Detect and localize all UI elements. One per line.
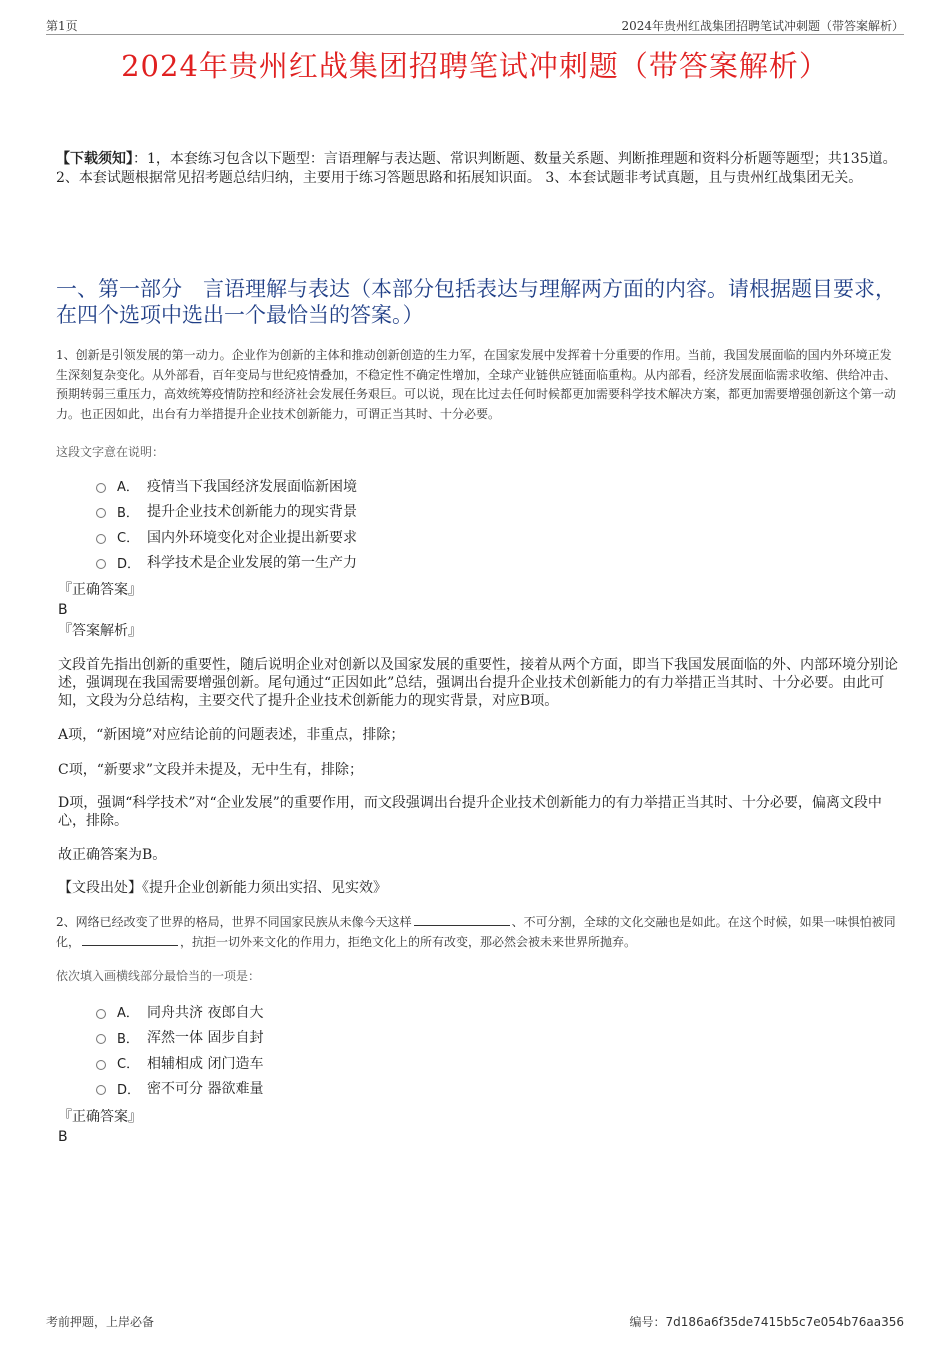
answer-value: B	[58, 602, 68, 618]
answer-value: B	[58, 1129, 68, 1145]
option-text: 疫情当下我国经济发展面临新困境	[147, 478, 357, 495]
radio-button[interactable]	[96, 534, 106, 544]
radio-button[interactable]	[96, 1085, 106, 1095]
option-d[interactable]: D． 科学技术是企业发展的第一生产力	[96, 550, 357, 576]
option-text: 浑然一体 固步自封	[147, 1030, 264, 1047]
option-c[interactable]: C． 相辅相成 闭门造车	[96, 1050, 263, 1076]
source-citation: 【文段出处】《提升企业创新能力须出实招、见实效》	[58, 880, 387, 896]
radio-button[interactable]	[96, 1034, 106, 1044]
option-text: 相辅相成 闭门造车	[147, 1055, 264, 1072]
radio-button[interactable]	[96, 483, 106, 493]
analysis-label: 『答案解析』	[58, 623, 142, 639]
footer-slogan: 考前押题，上岸必备	[46, 1315, 155, 1329]
option-a[interactable]: A． 疫情当下我国经济发展面临新困境	[96, 473, 357, 499]
footer-code: 编号：7d186a6f35de7415b5c7e054b76aa356	[629, 1315, 904, 1329]
option-text: 同舟共济 夜郎自大	[147, 1004, 264, 1021]
question-1-prompt: 这段文字意在说明：	[56, 445, 165, 459]
analysis-paragraph: D项，强调“科学技术”对“企业发展”的重要作用，而文段强调出台提升企业技术创新能力的有力举措正当其时、十分必要，偏离文段中心，排除。	[58, 795, 882, 829]
analysis-paragraph: C项，“新要求”文段并未提及，无中生有，排除；	[58, 762, 364, 778]
section-heading: 一、第一部分 言语理解与表达（本部分包括表达与理解两方面的内容。请根据题目要求，在四个选项中选出一个最恰当的答案。）	[56, 277, 896, 327]
option-c[interactable]: C． 国内外环境变化对企业提出新要求	[96, 524, 357, 550]
option-b[interactable]: B． 浑然一体 固步自封	[96, 1025, 263, 1051]
fill-blank-1	[414, 913, 510, 926]
question-2-prompt: 依次填入画横线部分最恰当的一项是：	[56, 969, 261, 983]
option-text: 科学技术是企业发展的第一生产力	[147, 555, 357, 572]
download-notice	[56, 150, 898, 188]
fill-blank-2	[82, 933, 178, 946]
analysis-conclusion: 故正确答案为B。	[58, 847, 167, 863]
document-title: 2024年贵州红战集团招聘笔试冲刺题（带答案解析）	[121, 49, 829, 83]
notice-text: ：1，本套练习包含以下题型：言语理解与表达题、常识判断题、数量关系题、判断推理题和资料分析题等题型；共135道。 2、本套试题根据常见招考题总结归纳，主要用于练习答题思路和拓展知识面。 3、本套试题非考试真题，且与贵州红战集团无关。	[56, 151, 897, 186]
option-text: 国内外环境变化对企业提出新要求	[147, 529, 357, 546]
page-header	[46, 14, 904, 35]
question-1-options	[96, 473, 357, 575]
question-1-stem: 1、创新是引领发展的第一动力。企业作为创新的主体和推动创新创造的生力军，在国家发展中发挥着十分重要的作用。当前，我国发展面临的国内外环境正发生深刻复杂变化。从外部看，百年变局与世纪疫情叠加，不稳定性不确定性增加，全球产业链供应链面临重构。从内部看，经济发展面临需求收缩、供给冲击、预期转弱三重压力，高效统筹疫情防控和经济社会发展任务艰巨。可以说，现在比过去任何时候都更加需要科学技术解决方案，都更加需要增强创新这个第一动力。也正因如此，出台有力举措提升企业技术创新能力，可谓正当其时、十分必要。	[56, 348, 897, 421]
question-2-options	[96, 999, 263, 1101]
answer-label: 『正确答案』	[58, 582, 142, 598]
option-d[interactable]: D． 密不可分 器欲难量	[96, 1076, 263, 1102]
answer-label: 『正确答案』	[58, 1109, 142, 1125]
option-text: 密不可分 器欲难量	[147, 1081, 264, 1098]
option-text: 提升企业技术创新能力的现实背景	[147, 504, 357, 521]
radio-button[interactable]	[96, 559, 106, 569]
page-number: 第1页	[46, 19, 78, 33]
header-doc-title: 2024年贵州红战集团招聘笔试冲刺题（带答案解析）	[621, 19, 904, 33]
question-2-stem: 2、网络已经改变了世界的格局，世界不同国家民族从未像今天这样 、不可分割，全球的文化交融也是如此。在这个时候，如果一味惧怕被同化， ，抗拒一切外来文化的作用力，拒绝文化上的所有改变，那必然会被未来世界所抛弃。	[56, 915, 896, 949]
option-a[interactable]: A． 同舟共济 夜郎自大	[96, 999, 263, 1025]
notice-tag: 【下载须知】	[56, 151, 133, 167]
radio-button[interactable]	[96, 1009, 106, 1019]
analysis-paragraph: 文段首先指出创新的重要性，随后说明企业对创新以及国家发展的重要性，接着从两个方面，即当下我国发展面临的外、内部环境分别论述，强调现在我国需要增强创新。尾句通过“正因如此”总结，强调出台提升企业技术创新能力的有力举措正当其时、十分必要。由此可知，文段为分总结构，主要交代了提升企业技术创新能力的现实背景，对应B项。	[58, 657, 898, 709]
analysis-paragraph: A项，“新困境”对应结论前的问题表述，非重点，排除；	[58, 727, 405, 743]
radio-button[interactable]	[96, 1060, 106, 1070]
radio-button[interactable]	[96, 508, 106, 518]
option-b[interactable]: B． 提升企业技术创新能力的现实背景	[96, 499, 357, 525]
